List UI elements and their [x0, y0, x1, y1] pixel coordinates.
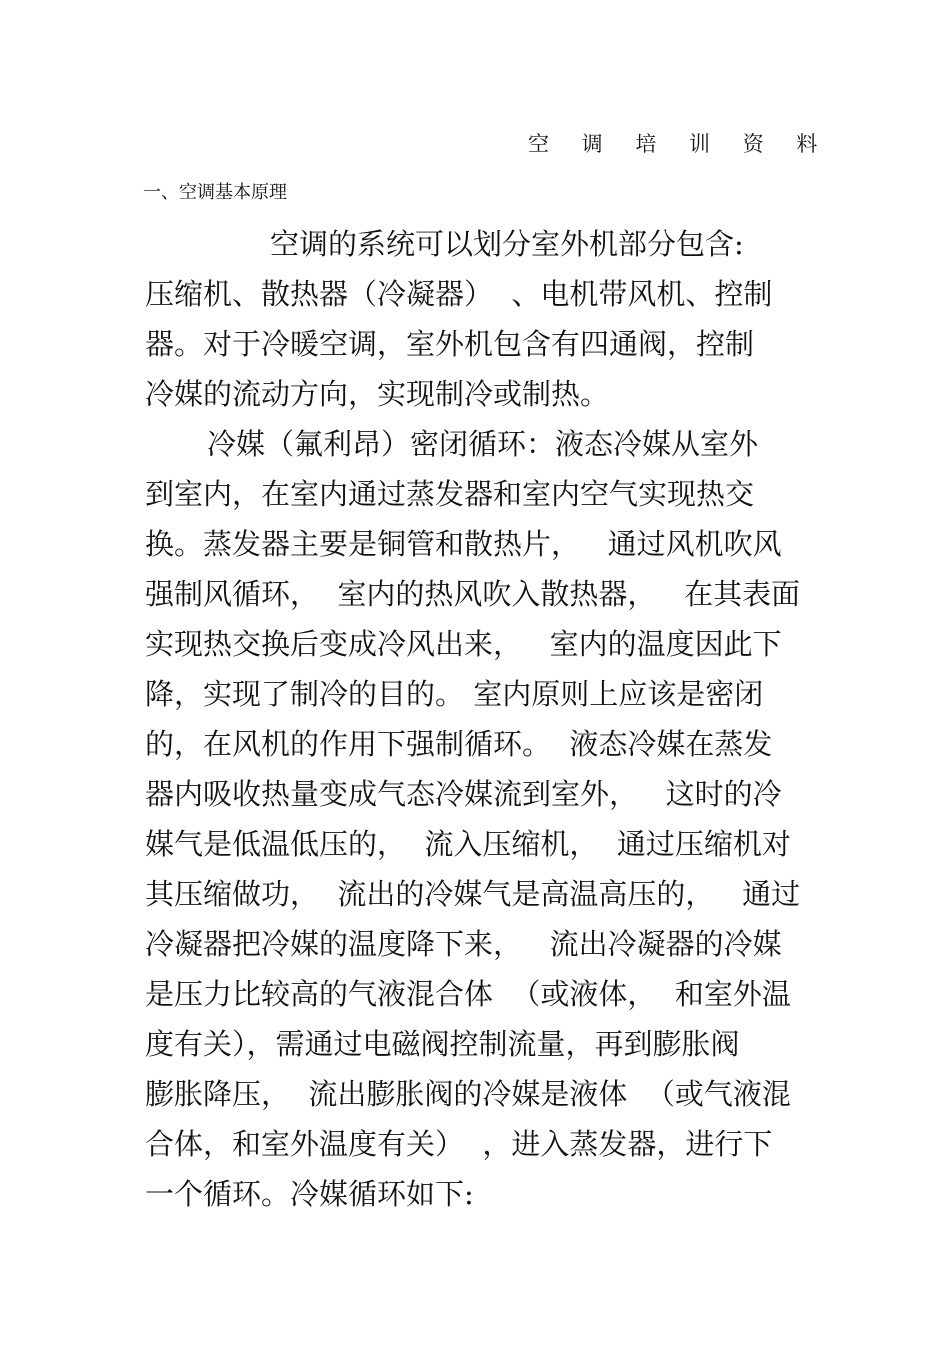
text-line: 压缩机、散热器（冷凝器） 、电机带风机、控制: [145, 277, 773, 311]
text-line: 降，实现了制冷的目的。 室内原则上应该是密闭: [145, 677, 764, 711]
text-line: 到室内，在室内通过蒸发器和室内空气实现热交: [145, 477, 755, 511]
text-line: 冷凝器把冷媒的温度降下来， 流出冷凝器的冷媒: [145, 927, 782, 961]
text-line: 的，在风机的作用下强制循环。 液态冷媒在蒸发: [145, 727, 773, 761]
text-line: 强制风循环， 室内的热风吹入散热器， 在其表面: [145, 577, 801, 611]
text-line: 换。蒸发器主要是铜管和散热片， 通过风机吹风: [145, 527, 782, 561]
text-line: 合体，和室外温度有关） ，进入蒸发器，进行下: [145, 1127, 773, 1161]
text-line: 器内吸收热量变成气态冷媒流到室外， 这时的冷: [145, 777, 782, 811]
text-line: 一个循环。冷媒循环如下:: [145, 1177, 474, 1211]
text-line: 实现热交换后变成冷风出来， 室内的温度因此下: [145, 627, 782, 661]
text-line: 膨胀降压， 流出膨胀阀的冷媒是液体 （或气液混: [145, 1077, 791, 1111]
document-title: 空 调 培 训 资 料: [528, 132, 831, 156]
text-line: 冷媒（氟利昂）密闭循环：液态冷媒从室外: [207, 427, 759, 461]
section-heading: 一、空调基本原理: [143, 182, 287, 203]
text-line: 其压缩做功， 流出的冷媒气是高温高压的， 通过: [145, 877, 801, 911]
text-line: 空调的系统可以划分室外机部分包含:: [270, 227, 744, 261]
text-line: 是压力比较高的气液混合体 （或液体， 和室外温: [145, 977, 791, 1011]
text-line: 媒气是低温低压的， 流入压缩机， 通过压缩机对: [145, 827, 791, 861]
text-line: 冷媒的流动方向，实现制冷或制热。: [145, 377, 610, 411]
text-line: 度有关），需通过电磁阀控制流量，再到膨胀阀: [145, 1027, 740, 1061]
text-line: 器。对于冷暖空调，室外机包含有四通阀，控制: [145, 327, 755, 361]
